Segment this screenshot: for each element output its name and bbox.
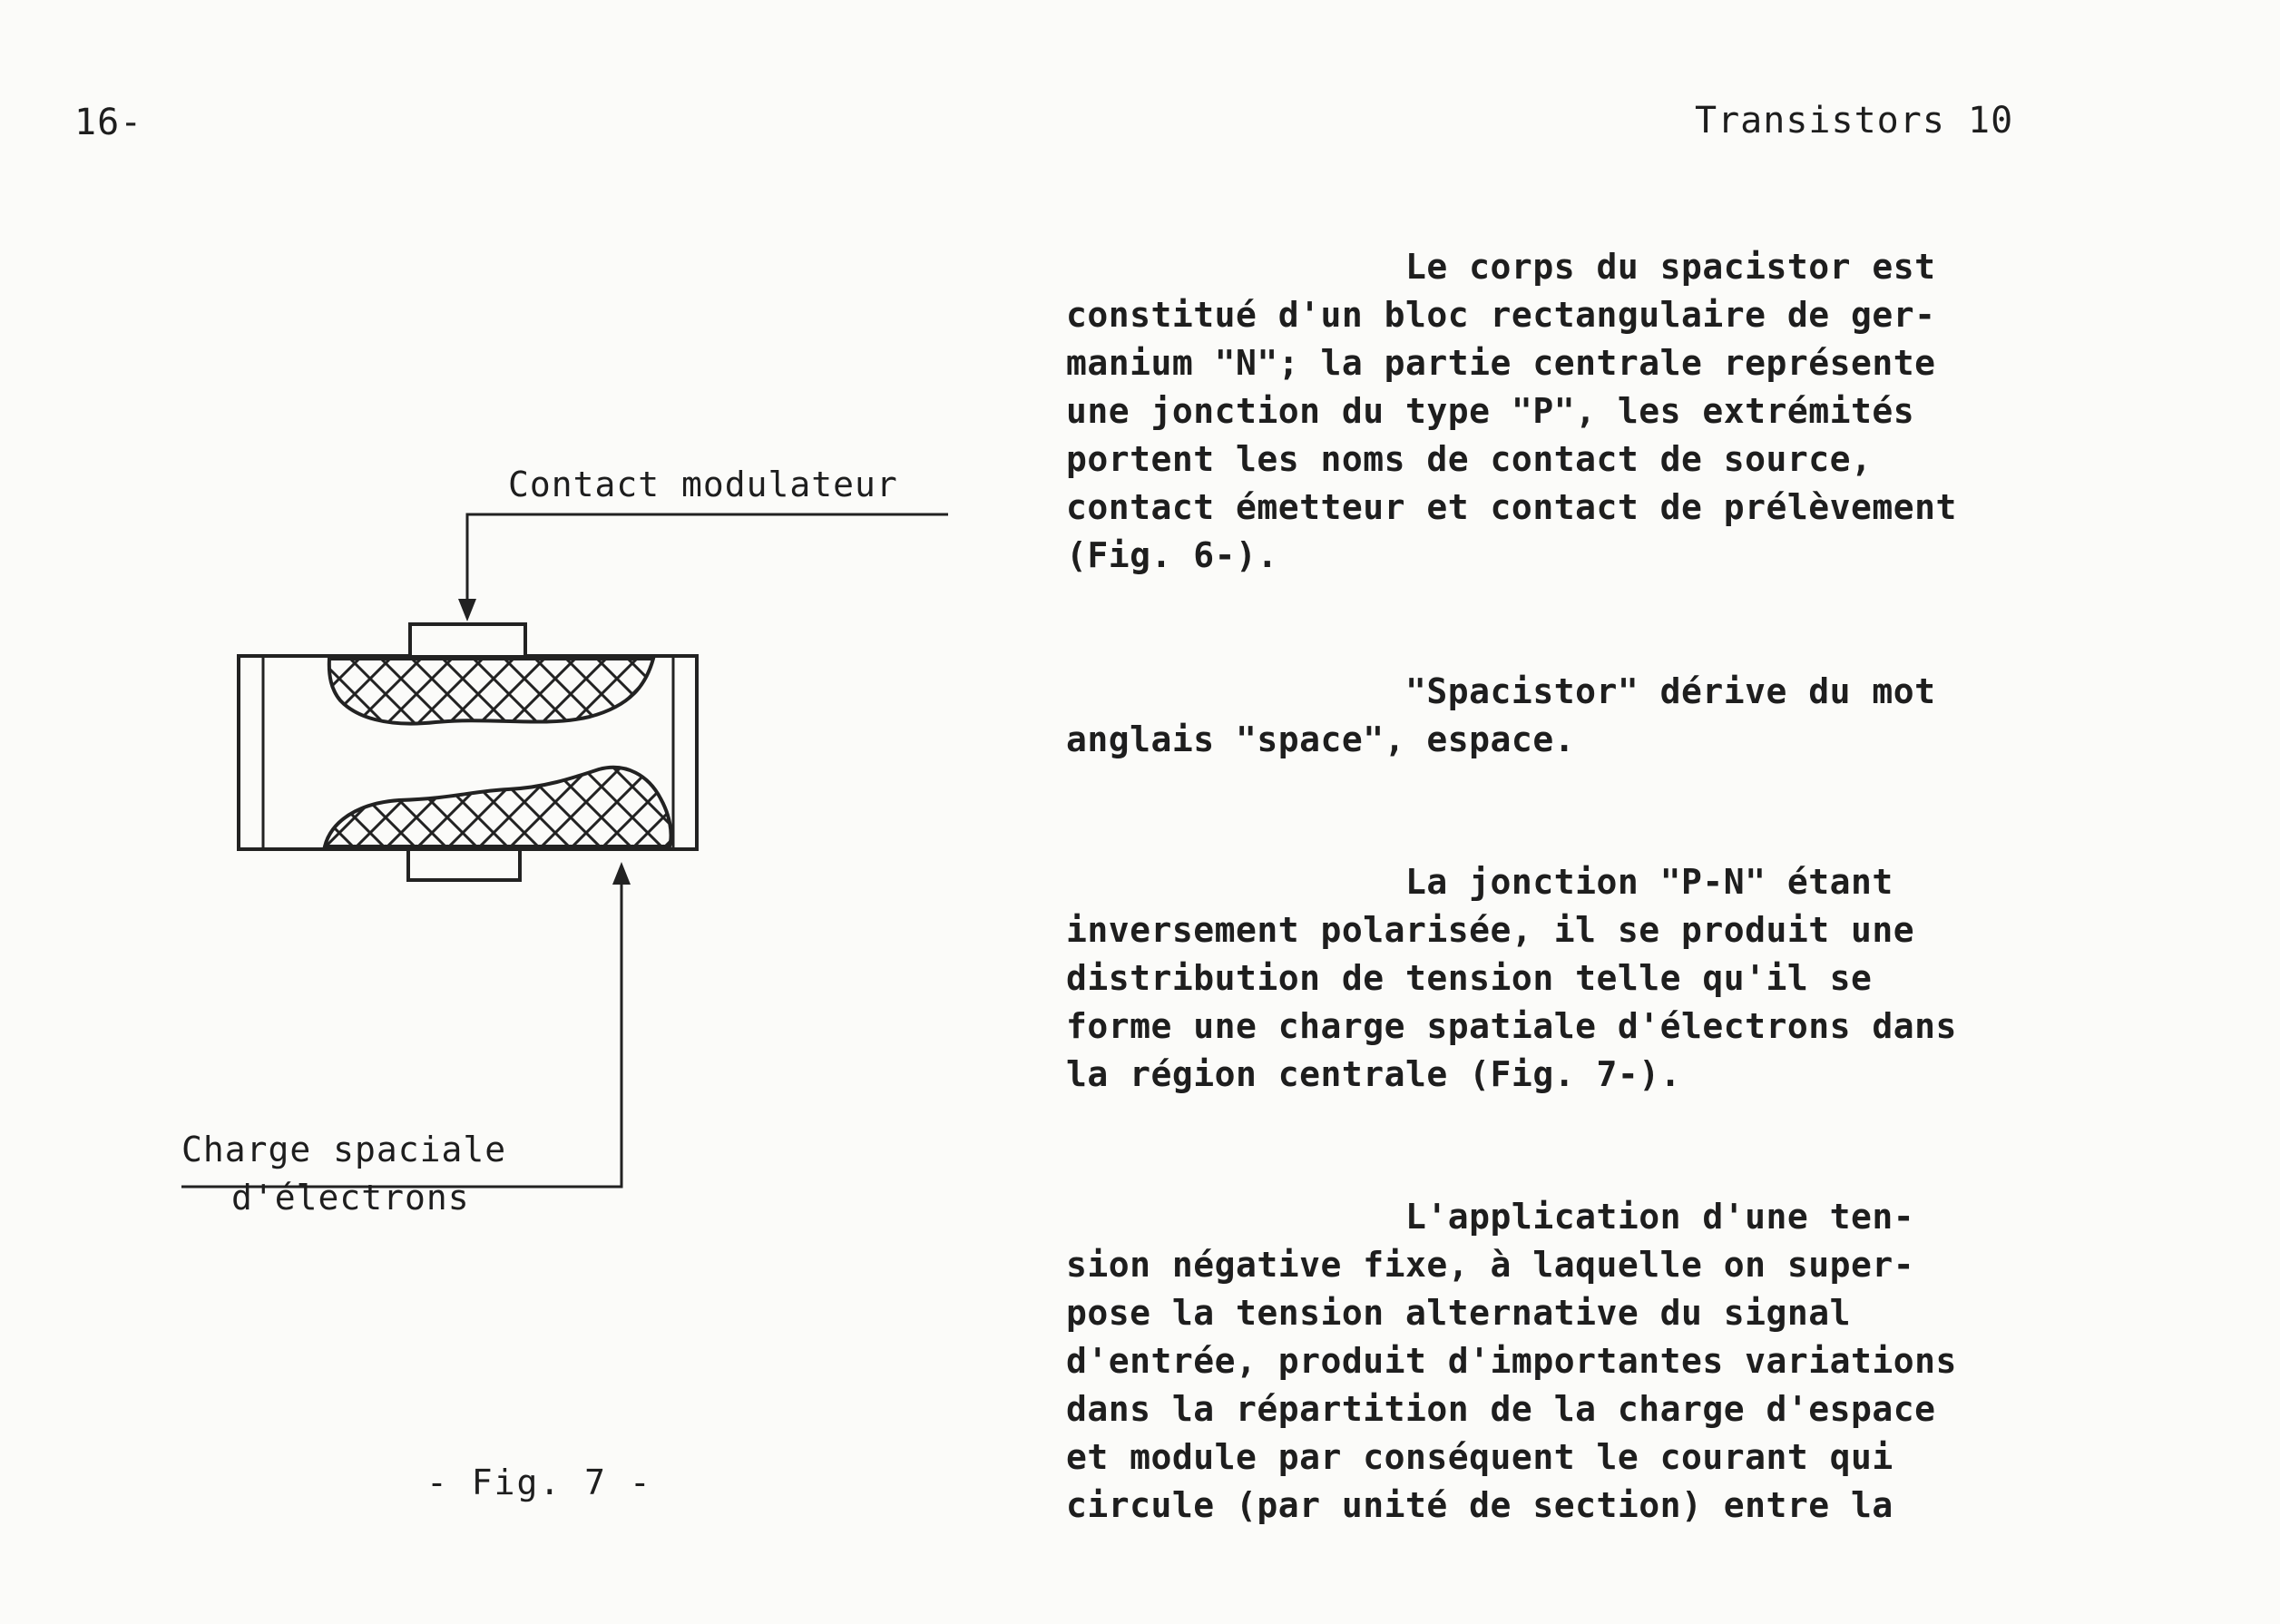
modulateur-leader-line xyxy=(467,514,948,599)
paragraph-2: "Spacistor" dérive du mot anglais "space", espace. xyxy=(1066,671,1936,759)
label-contact-modulateur: Contact modulateur xyxy=(508,465,898,504)
label-electrons: d'électrons xyxy=(231,1178,470,1218)
paragraph-4: L'application d'une ten- sion négative fixe, à laquelle on super- pose la tension alternative du signal d'entrée, produit d'importantes variations dans la répartition de la charge d'espace et module par conséquent le courant qui circule (par unité de section) entre la xyxy=(1066,1197,1957,1525)
modulateur-arrowhead xyxy=(458,599,476,621)
paragraph-1: Le corps du spacistor est constitué d'un bloc rectangulaire de ger- manium "N"; la partie centrale représente une jonction du type "P", les extrémités portent les noms de contact de source, contact émetteur et contact de prélèvement (Fig. 6-). xyxy=(1066,247,1957,575)
figure-7 xyxy=(0,0,998,1624)
lower-charge-region xyxy=(325,768,671,846)
running-head: Transistors 10 xyxy=(1695,100,2014,142)
spacistor-diagram xyxy=(0,0,998,1624)
page-number: 16- xyxy=(74,102,143,143)
upper-charge-region xyxy=(329,659,653,724)
paragraph-3: La jonction "P-N" étant inversement polarisée, il se produit une distribution de tension telle qu'il se forme une charge spatiale d'électrons dans la région centrale (Fig. 7-). xyxy=(1066,862,1957,1094)
label-charge-spaciale: Charge spaciale xyxy=(181,1130,507,1169)
figure-caption: - Fig. 7 - xyxy=(426,1463,652,1502)
charge-arrowhead xyxy=(612,862,631,885)
top-contact xyxy=(410,624,525,657)
bottom-contact xyxy=(408,849,520,880)
